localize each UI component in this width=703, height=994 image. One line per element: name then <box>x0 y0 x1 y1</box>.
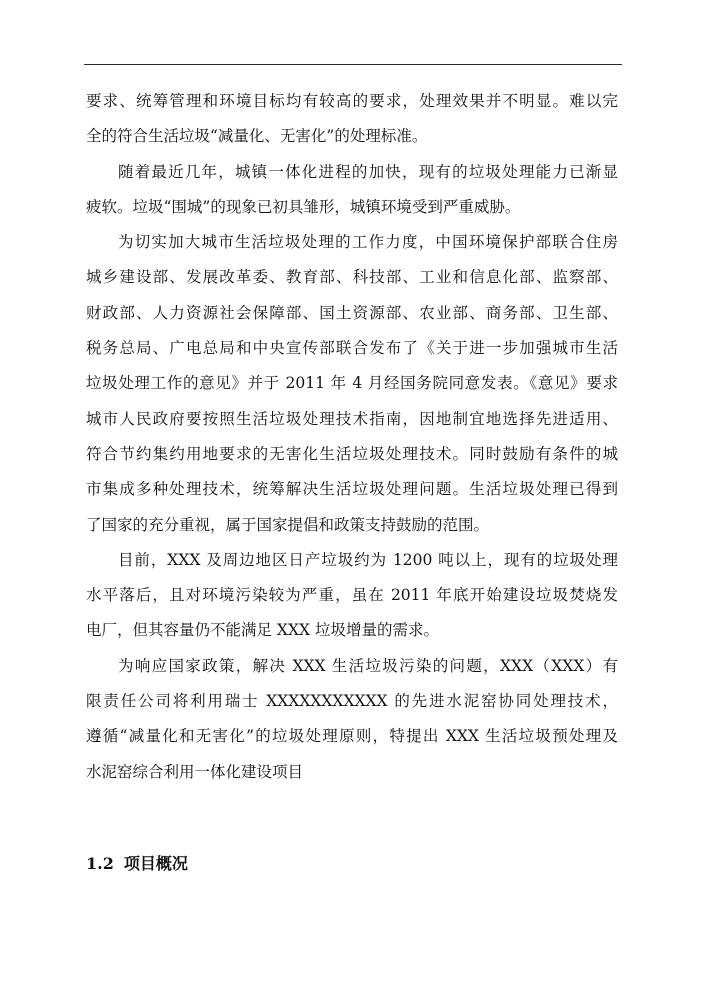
text-line: 目前，XXX 及周边地区日产垃圾约为 1200 吨以上，现有的垃圾处理 <box>118 550 618 569</box>
text-line: 为切实加大城市生活垃圾处理的工作力度，中国环境保护部联合住房 <box>118 233 618 252</box>
text-line: 全的符合生活垃圾“减量化、无害化”的处理标准。 <box>86 127 428 146</box>
body-text <box>86 84 618 790</box>
text-line: 城市人民政府要按照生活垃圾处理技术指南，因地制宜地选择先进适用、 <box>86 409 618 428</box>
text-line: 随着最近几年，城镇一体化进程的加快，现有的垃圾处理能力已渐显 <box>118 162 618 181</box>
text-line: 城乡建设部、发展改革委、教育部、科技部、工业和信息化部、监察部、 <box>86 268 618 287</box>
text-line: 水平落后，且对环境污染较为严重，虽在 2011 年底开始建设垃圾焚烧发 <box>86 586 618 605</box>
text-line: 符合节约集约用地要求的无害化生活垃圾处理技术。同时鼓励有条件的城 <box>86 444 618 463</box>
text-line: 电厂，但其容量仍不能满足 XXX 垃圾增量的需求。 <box>86 621 439 640</box>
text-line: 为响应国家政策，解决 XXX 生活垃圾污染的问题，XXX（XXX）有 <box>118 656 618 675</box>
section-number: 1.2 <box>86 854 114 873</box>
text-line: 遵循“减量化和无害化”的垃圾处理原则，特提出 XXX 生活垃圾预处理及 <box>86 727 618 746</box>
text-line: 了国家的充分重视，属于国家提倡和政策支持鼓励的范围。 <box>86 515 490 534</box>
section-title: 项目概况 <box>123 854 188 873</box>
text-line: 财政部、人力资源社会保障部、国土资源部、农业部、商务部、卫生部、 <box>86 303 618 322</box>
text-line: 限责任公司将利用瑞士 XXXXXXXXXXX 的先进水泥窑协同处理技术， <box>86 692 618 711</box>
text-line: 垃圾处理工作的意见》并于 2011 年 4 月经国务院同意发表。《意见》要求 <box>86 374 618 393</box>
text-line: 税务总局、广电总局和中央宣传部联合发布了《关于进一步加强城市生活 <box>86 339 618 358</box>
text-line: 市集成多种处理技术，统筹解决生活垃圾处理问题。生活垃圾处理已得到 <box>86 480 618 499</box>
text-line: 水泥窑综合利用一体化建设项目 <box>86 762 304 781</box>
text-line: 疲软。垃圾“围城”的现象已初具雏形，城镇环境受到严重威胁。 <box>86 197 521 216</box>
text-line: 要求、统筹管理和环境目标均有较高的要求，处理效果并不明显。难以完 <box>86 92 618 110</box>
section-heading <box>86 852 188 876</box>
header-rule <box>84 64 622 65</box>
